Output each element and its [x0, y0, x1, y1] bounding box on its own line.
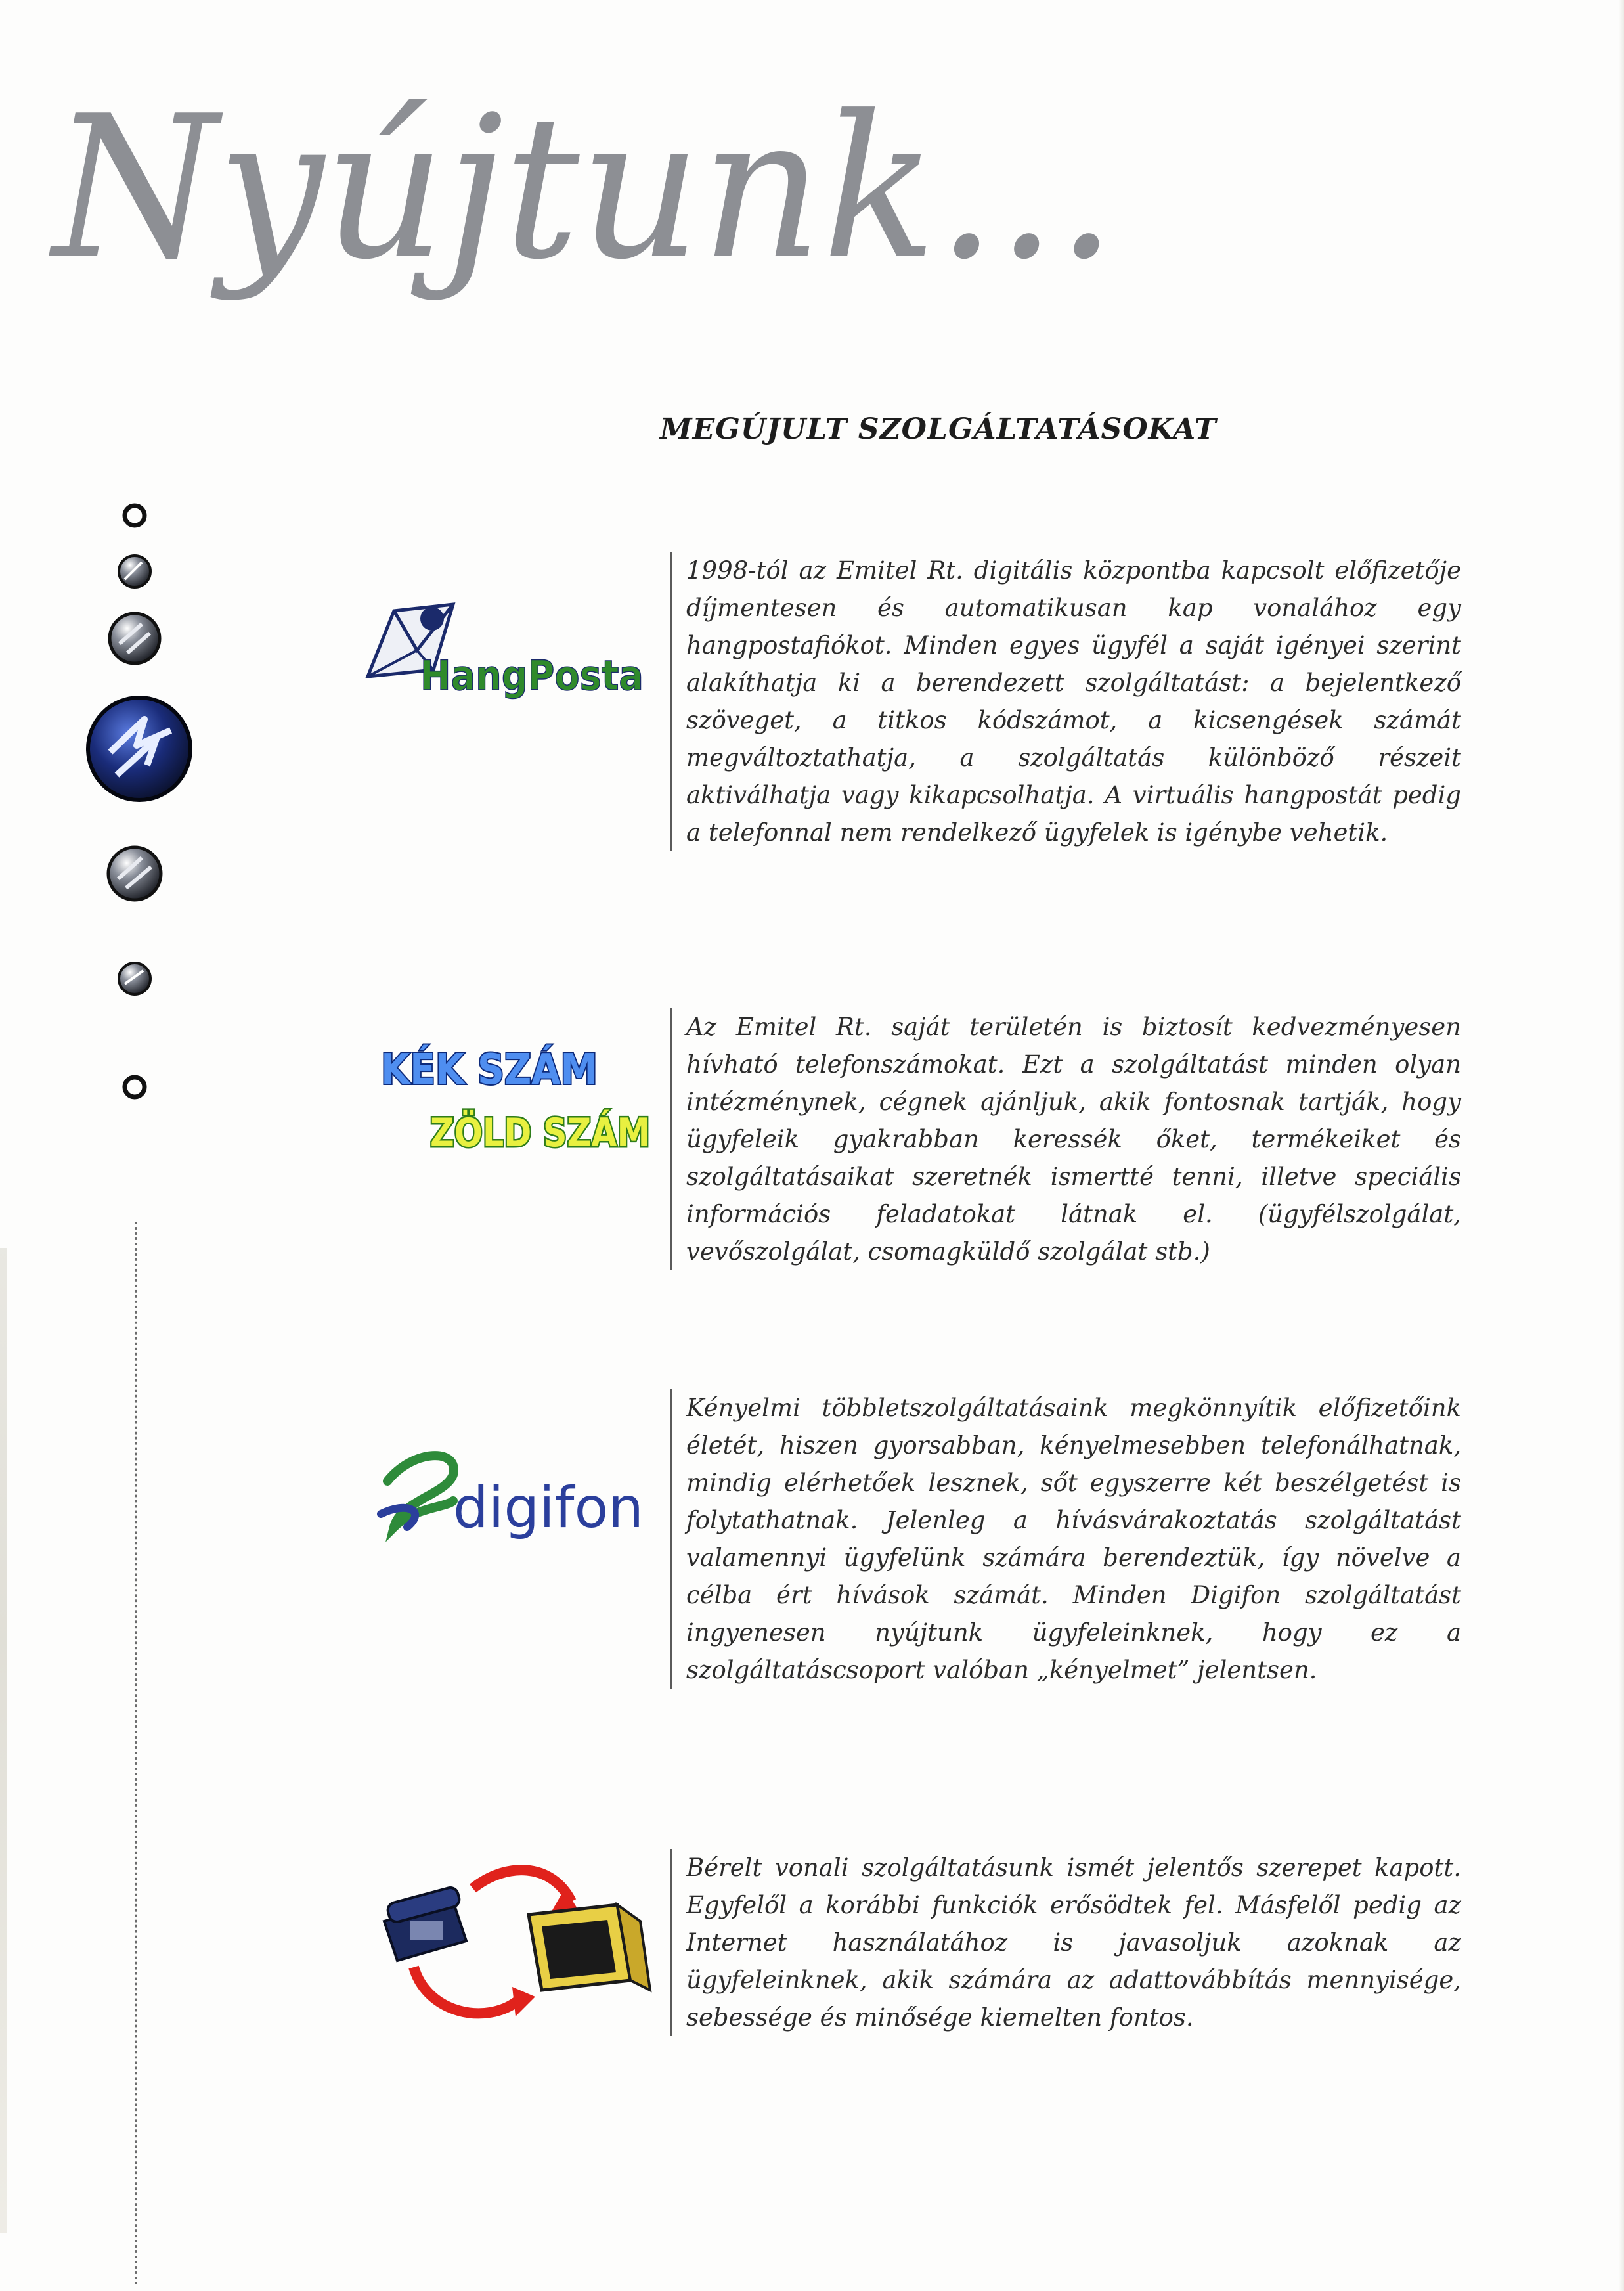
telephone-computer-icon [355, 1849, 663, 2046]
small-ring-icon [125, 506, 144, 525]
page-edge-left [0, 1248, 7, 2233]
dotted-divider [135, 1222, 137, 2286]
hangposta-description: 1998-tól az Emitel Rt. digitális központba kapcsolt előfizetője díjmentesen és automatikusan kap vonalához egy hangpostafiókot. Minden egyes ügyfél a saját igényei szerint alakíthatja ki a berendezett szolgáltatást: a bejelentkező szöveget, a titkos kódszámot, a kicsengések számát megváltoztathatja, a szolgáltatás különböző részeit aktiválhatja vagy kikapcsolhatja. A virtuális hangpostát pedig a telefonnal nem rendelkező ügyfelek is igénybe vehetik. [670, 552, 1461, 851]
small-ring-icon [125, 1077, 144, 1097]
kek-zold-szam-description: Az Emitel Rt. saját területén is biztosít kedvezményesen hívható telefonszámokat. Ezt a szolgáltatást minden olyan intézménynek, cégnek ajánljuk, akik fontosnak tartják, hogy ügyfeleik gyakrabban keressék őket, termékeiket és szolgáltatásaikat szeretnék ismertté tenni, illetve speciális információs feladatokat látnak el. (ügyfélszolgálat, vevőszolgálat, csomagküldő szolgálat stb.) [670, 1008, 1461, 1270]
script-heading-lettering [33, 39, 1149, 381]
berelt-vonal-description: Bérelt vonali szolgáltatásunk ismét jelentős szerepet kapott. Egyfelől a korábbi funkciók erősödtek fel. Másfelől pedig az Internet használatához is javasoljuk azoknak az ügyfeleinknek, akik számára az adattovábbítás mennyisége, sebessége és minősége kiemelten fontos. [670, 1849, 1461, 2036]
medium-ball-icon [110, 613, 160, 663]
digifon-description: Kényelmi többletszolgáltatásaink megkönnyítik előfizetőink életét, hiszen gyorsabban, kényelmesebben telefonálhatnak, mindig elérhetőek lesznek, sőt egyszerre két beszélgetést is folytathatnak. Jelenleg a hívásvárakoztatás szolgáltatást valamennyi ügyfelünk számára berendeztük, így növelve a célba ért hívások számát. Minden Digifon szolgáltatást ingyenesen nyújtunk ügyfeleinknek, hogy ez a szolgáltatáscsoport valóban „kényelmet” jelentsen. [670, 1389, 1461, 1689]
page-edge-right [1619, 0, 1624, 2291]
digifon-logo [355, 1429, 663, 1586]
section-berelt-vonal [341, 1849, 1461, 2059]
hangposta-logo-text: HangPosta [420, 652, 644, 700]
medium-ball-icon [108, 847, 161, 900]
decorative-bullet-column [79, 486, 210, 1117]
script-heading-text: Nyújtunk... [47, 74, 1116, 303]
section-hangposta [341, 552, 1461, 906]
computer-monitor-icon [529, 1905, 650, 1990]
hangposta-logo [355, 578, 663, 709]
telephone-icon [384, 1886, 466, 1961]
kek-zold-szam-logo [355, 1028, 691, 1186]
small-ball-icon [119, 963, 150, 994]
zold-szam-logo-text: ZÖLD SZÁM [430, 1110, 691, 1156]
large-blue-ball-icon [88, 698, 190, 800]
page-subtitle: MEGÚJULT SZOLGÁLTATÁSOKAT [660, 412, 1217, 446]
section-digifon [341, 1389, 1461, 1731]
digifon-swoosh-icon [381, 1456, 454, 1527]
digifon-logo-text: digifon [453, 1475, 644, 1541]
kek-szam-logo-text: KÉK SZÁM [381, 1046, 625, 1094]
script-heading [33, 39, 1149, 381]
section-kek-zold-szam [341, 1008, 1461, 1284]
small-ball-icon [119, 556, 150, 587]
